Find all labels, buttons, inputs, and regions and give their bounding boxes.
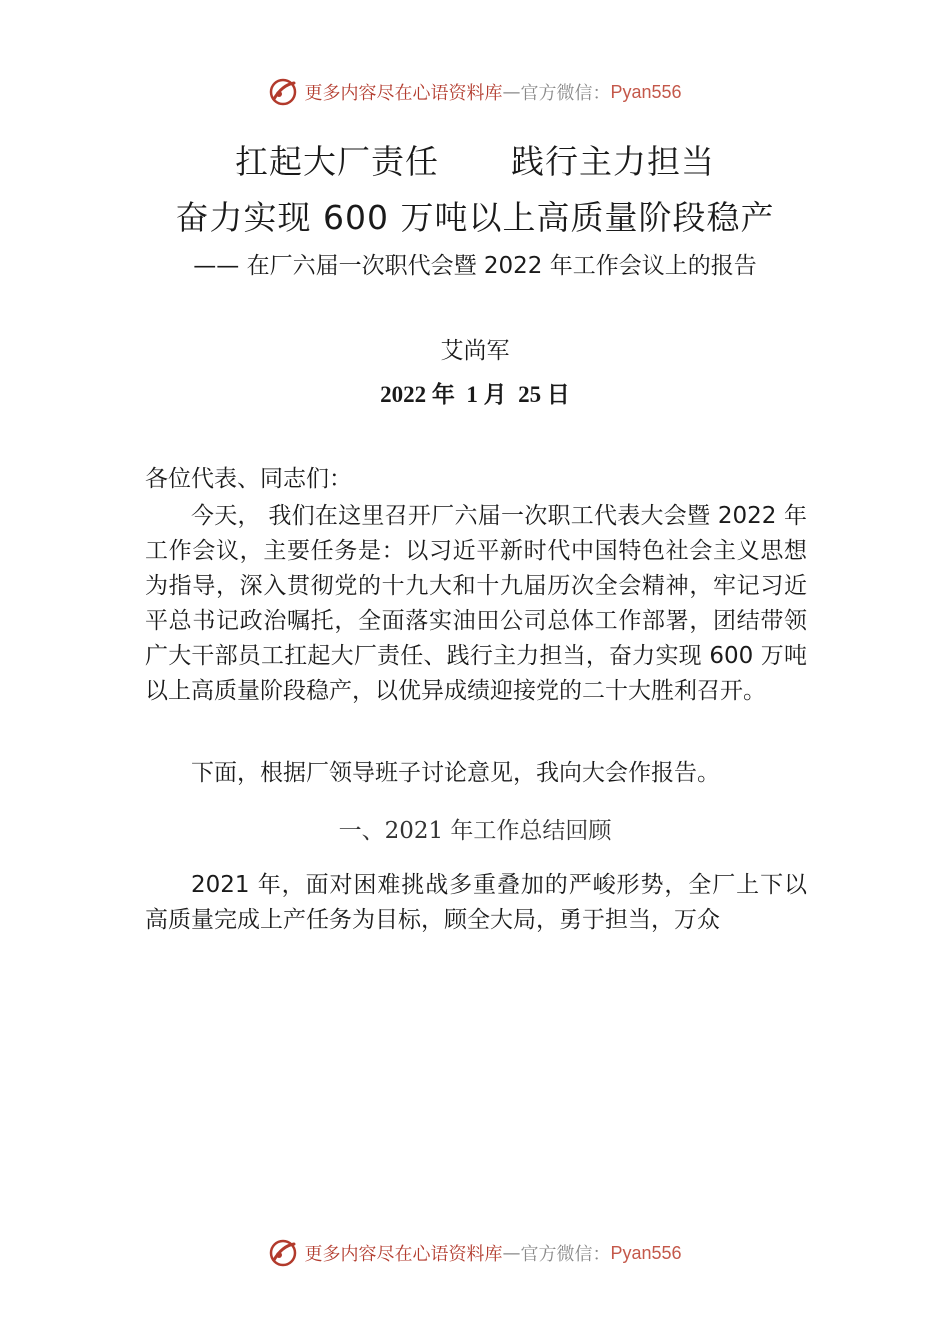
salutation: 各位代表、同志们： bbox=[145, 466, 352, 492]
paragraph-opening: 今天， 我们在这里召开厂六届一次职工代表大会暨 2022 年工作会议，主要任务是：以习近平新时代中国特色社会主义思想为指导，深入贯彻党的十九大和十九届历次全会精神，牢记习近平总书记政治嘱托，全面落实油田公司总体工作部署，团结带领广大干部员工扛起大厂责任、践行主力担当，奋力实现 600 万吨以上高质量阶段稳产，以优异成绩迎接党的二十大胜利召开。 bbox=[145, 503, 807, 704]
document-title-line2: 奋力实现 600 万吨以上高质量阶段稳产 bbox=[175, 198, 775, 237]
watermark-main-text: 更多内容尽在心语资料库 bbox=[304, 1244, 503, 1265]
document-subtitle: —— 在厂六届一次职代会暨 2022 年工作会议上的报告 bbox=[193, 253, 757, 279]
watermark-wechat-id: Pyan556 bbox=[610, 1242, 682, 1263]
title-phrase-2: 践行主力担当 bbox=[511, 142, 715, 181]
watermark-label: 官方微信： bbox=[520, 1244, 611, 1265]
section-heading-2021-review: 一、2021 年工作总结回顾 bbox=[338, 818, 612, 844]
report-date: 2022 年 1 月 25 日 bbox=[380, 382, 570, 407]
watermark-label: 官方微信： bbox=[520, 83, 611, 104]
author-name: 艾尚军 bbox=[440, 338, 510, 364]
watermark-wechat-id: Pyan556 bbox=[610, 81, 682, 102]
title-phrase-1: 扛起大厂责任 bbox=[235, 142, 439, 181]
watermark-main-text: 更多内容尽在心语资料库 bbox=[304, 83, 503, 104]
paragraph-report-intro: 下面，根据厂领导班子讨论意见，我向大会作报告。 bbox=[191, 760, 720, 786]
paragraph-2021-review: 2021 年，面对困难挑战多重叠加的严峻形势，全厂上下以高质量完成上产任务为目标，顾全大局，勇于担当，万众 bbox=[145, 872, 807, 933]
watermark-separator: — bbox=[502, 1242, 521, 1264]
brush-logo-icon bbox=[268, 77, 298, 107]
document-title-line1 bbox=[0, 136, 950, 183]
brush-logo-icon bbox=[268, 1238, 298, 1268]
watermark-footer bbox=[0, 1233, 950, 1273]
watermark-header bbox=[0, 72, 950, 112]
watermark-separator: — bbox=[502, 81, 521, 103]
